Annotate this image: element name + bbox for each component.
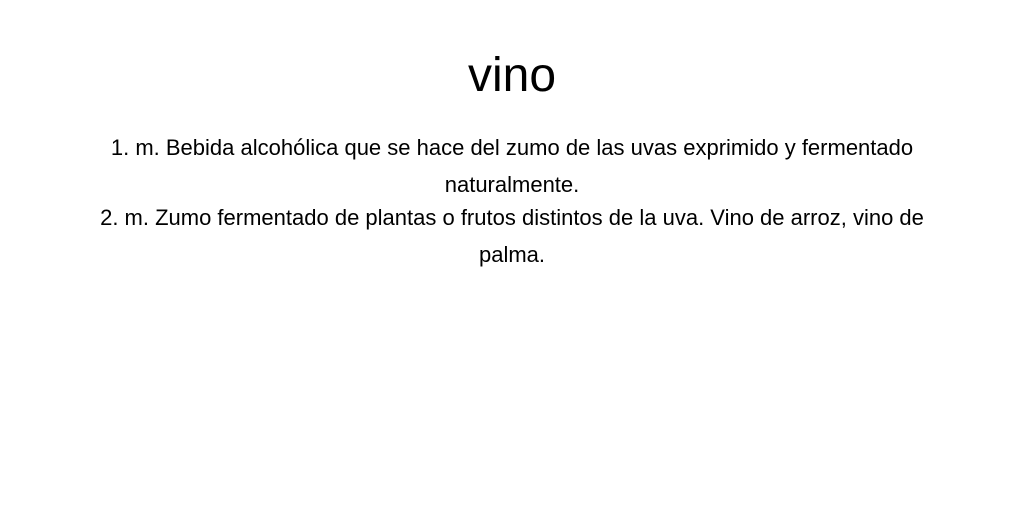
definition-list bbox=[0, 129, 1024, 273]
definition-2: 2. m. Zumo fermentado de plantas o frutos distintos de la uva. Vino de arroz, vino de palma. bbox=[100, 205, 924, 267]
headword: vino bbox=[467, 49, 557, 102]
definition-1: 1. m. Bebida alcohólica que se hace del zumo de las uvas exprimido y fermentado naturalmente. bbox=[110, 135, 914, 197]
